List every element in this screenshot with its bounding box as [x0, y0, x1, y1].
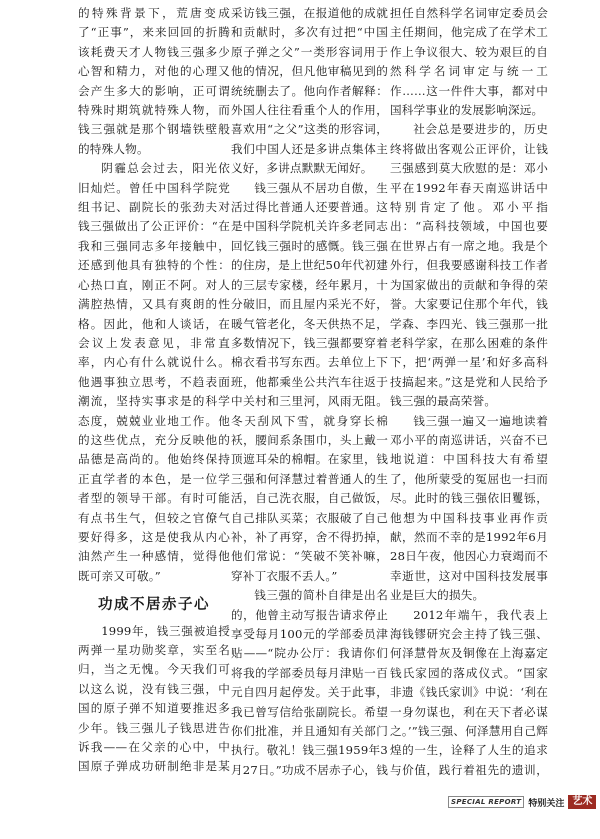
article-column-2 — [231, 4, 388, 779]
paragraph: 采访钱三强，在报道他的成就和贡献时，多次有过把“中国原子弹之父”一类形容词用于他的情况，但凡他审稿见到的统统删去了。他向作者解释：外国人往往看重个人的作用，喜欢用“之父”这类的形容词，我们中国人还是多讲点集体主义好，多讲点默默无闻好。 — [231, 6, 388, 176]
article-column-1 — [78, 4, 230, 779]
paragraph: 社会总是要进步的，历史终将做出客观公正评价，让钱三强感到莫大欣慰的是：邓小平在1992年春天南巡讲话中特别肯定了他。邓小平指出：“高科技领域，中国也要在世界占有一席之地。我是个外行，但我要感谢科技工作者为国家做出的贡献和争得的荣誉。大家要记住那个年代，钱学森、李四光、钱三强那一批老科学家，在那么困难的条件下，把‘两弹一星’和好多高科技搞起来。”这是党和人民给予钱三强的最高荣誉。 — [390, 122, 548, 409]
paragraph: 的特殊背景下，荒唐变成了“正事”，来来回回的折腾该耗费天才人物钱三强多少心智和精力，对他的心理又会产生多大的影响，正可谓特殊时期筑就特殊人物，而钱三强就是那个钢墙铁壁般的特殊人物。 — [78, 6, 230, 156]
magazine-name-en: SPECIAL REPORT — [448, 796, 524, 808]
paragraph: 钱三强一遍又一遍地读着邓小平的南巡讲话，兴奋不已地说道：中国科技大有希望了，他所蒙受的冤屈也一扫而尽。此时的钱三强依旧矍铄，他想为中国科技事业再作贡献，然而不幸的是1992年6月28日午夜，他因心力衰竭而不幸逝世，这对中国科技发展事业是巨大的损失。 — [390, 413, 548, 603]
paragraph: 1999年，钱三强被追授两弹一星功勋奖章，实至名归，当之无愧。今天我们可以这么说，没有钱三强，中国的原子弹不知道要推迟多少年。钱三强儿子钱思进告诉我——在父亲的心中，中国原子弹成功研制绝非是某 — [78, 623, 230, 774]
section-heading: 功成不居赤子心 — [98, 597, 210, 614]
paragraph: 钱三强从不居功自傲，生活过得比普通人还要普通。这是中国科学院机关许多老同志回忆钱三强时的感慨。钱三强的住房，是上世纪50年代初建的三层专家楼，经年累月，十分破旧，而且屋内采光不好，暖气管老化，冬天供热不足，多数情况下，钱三强都要穿着棉衣看书写东西。去单位上下班，他都乘坐公共汽车往返于中关村和三里河，风雨无阻。冬天刮风下雪，就身穿长棉袄，腰间系条围巾，头上戴一顶遮耳朵的棉帽。在家里，钱三强和何泽慧过着普通人的生活，自己洗衣服，自己做饭，自己排队买菜；衣服破了自己补，补了再穿，舍不得扔掉，他们常说：“笑破不笑补嘛，穿补丁衣服不丢人。” — [231, 180, 388, 583]
page-footer — [448, 795, 596, 809]
paragraph: 钱三强的简朴自律是出名的，他曾主动写报告请求停止享受每月100元的学部委员津贴——“院办公厅：我请你们将我的学部委员每月津贴一百元自四月起停发。关于此事，我已曾写信给张副院长。希望你们批准，并且通知有关部门执行。敬礼！钱三强1959年3月27日。”功成不居赤子心，钱 — [231, 588, 388, 777]
paragraph: 2012年端午，我代表上海钱镠研究会主持了钱三强、何泽慧骨灰及铜像在上海嘉定钱氏家园的落成仪式。“国家非遗《钱氏家训》中说：‘利在一身勿谋也，利在天下者必谋之。’”钱三强、何泽慧用自己辉煌的一生，诠释了人生的追求与价值，践行着祖先的遗训， — [390, 607, 548, 777]
magazine-name-cn: 特别关注 — [528, 798, 565, 809]
article-column-3 — [390, 4, 548, 779]
paragraph: 阴霾总会过去，阳光依旧灿烂。曾任中国科学院党组书记、副院长的张劲夫对钱三强做出了公正评价：“在我和三强同志多年接触中，还感到他具有独特的个性：心热口直，刚正不阿。对人满腔热情，又具有爽朗的性格。因此，他和人谈话，在会议上发表意见，非常直率，内心有什么就说什么。他遇事独立思考，不趋表面潮流，坚持实事求是的科学态度，兢兢业业地工作。他的这些优点，充分反映他的品德是高尚的。他始终保持正直学者的本色，是一位学者型的领导干部。有时可能有点书生气，但较之官僚气要好得多，这是使我从内心油然产生一种感情，觉得他既可亲又可敬。” — [78, 161, 230, 583]
paragraph: 担任自然科学名词审定委员会主任期间，他完成了在学术工作上争议很大、较为艰巨的自然科学名词审定与统一工作……这一件件大事，都对中国科学事业的发展影响深远。 — [390, 6, 548, 118]
section-badge: 艺术 — [568, 795, 596, 809]
